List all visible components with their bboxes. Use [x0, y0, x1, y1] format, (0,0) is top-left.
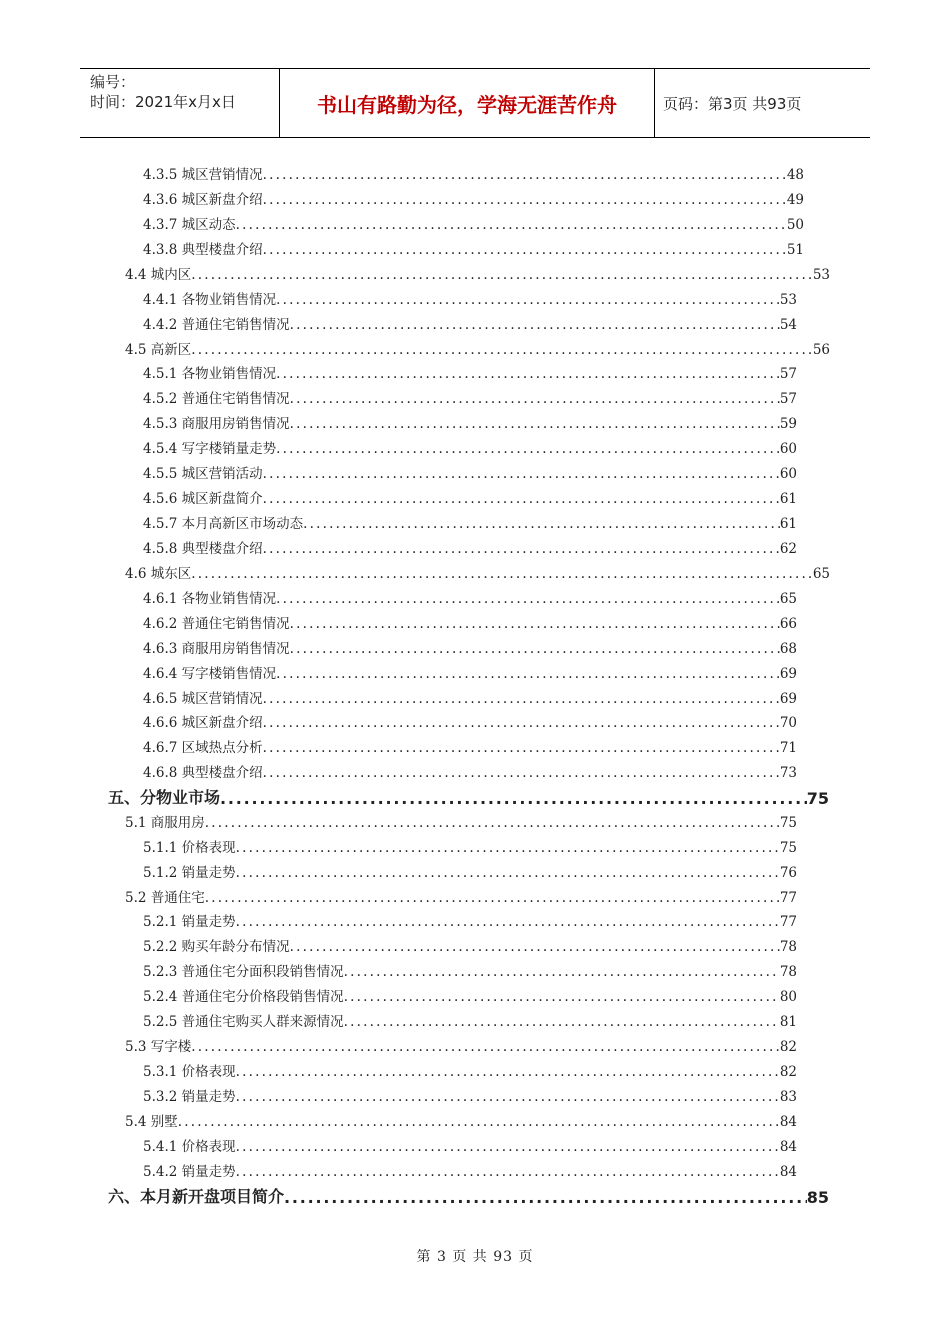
- toc-entry-page: 75: [779, 815, 797, 831]
- toc-leader-dots: [263, 491, 780, 507]
- toc-leader-dots: [263, 740, 780, 756]
- toc-entry-page: 82: [779, 1039, 797, 1055]
- toc-entry-page: 57: [779, 391, 797, 407]
- toc-entry-page: 78: [779, 964, 797, 980]
- toc-entry-title: 5.2.3 普通住宅分面积段销售情况: [143, 964, 344, 980]
- toc-entry-page: 56: [812, 342, 830, 358]
- toc-entry-title: 4.6.4 写字楼销售情况: [143, 666, 277, 682]
- toc-entry[interactable]: [143, 1083, 797, 1105]
- toc-entry-page: 69: [779, 691, 797, 707]
- toc-entry[interactable]: [143, 161, 804, 183]
- toc-entry[interactable]: [125, 809, 797, 831]
- toc-leader-dots: [290, 391, 780, 407]
- toc-entry[interactable]: [143, 211, 804, 233]
- toc-entry[interactable]: [143, 610, 797, 632]
- toc-entry-page: 75: [806, 789, 829, 808]
- toc-entry-title: 4.5.6 城区新盘简介: [143, 491, 263, 507]
- toc-entry-page: 60: [779, 466, 797, 482]
- toc-entry-title: 5.3.1 价格表现: [143, 1064, 236, 1080]
- toc-leader-dots: [236, 1064, 780, 1080]
- toc-entry-page: 54: [779, 317, 797, 333]
- toc-leader-dots: [290, 317, 780, 333]
- toc-entry[interactable]: [143, 1058, 797, 1080]
- toc-entry-title: 4.5.5 城区营销活动: [143, 466, 263, 482]
- toc-entry-page: 84: [779, 1114, 797, 1130]
- header-page-number: 页码：第3页 共93页: [663, 94, 802, 113]
- toc-entry-title: 4.6.5 城区营销情况: [143, 691, 263, 707]
- toc-entry-title: 4.3.5 城区营销情况: [143, 167, 263, 183]
- toc-entry-page: 61: [779, 516, 797, 532]
- document-date: 时间：2021年x月x日: [90, 93, 236, 111]
- toc-entry-page: 61: [779, 491, 797, 507]
- page-header: [80, 68, 870, 138]
- toc-entry[interactable]: [143, 834, 797, 856]
- toc-entry-page: 57: [779, 366, 797, 382]
- toc-entry[interactable]: [143, 236, 804, 258]
- toc-leader-dots: [236, 865, 780, 881]
- toc-leader-dots: [276, 666, 780, 682]
- toc-entry[interactable]: [143, 510, 797, 532]
- toc-entry-page: 76: [779, 865, 797, 881]
- toc-entry-page: 59: [779, 416, 797, 432]
- toc-leader-dots: [191, 267, 813, 283]
- toc-leader-dots: [236, 217, 787, 233]
- toc-entry-title: 5.1.1 价格表现: [143, 840, 236, 856]
- toc-entry[interactable]: [143, 435, 797, 457]
- toc-entry-page: 78: [779, 939, 797, 955]
- header-motto: 书山有路勤为径，学海无涯苦作舟: [280, 69, 655, 137]
- toc-entry[interactable]: [143, 1008, 797, 1030]
- toc-entry-title: 4.6.7 区域热点分析: [143, 740, 263, 756]
- toc-entry-page: 68: [779, 641, 797, 657]
- toc-leader-dots: [276, 292, 780, 308]
- toc-entry-page: 73: [779, 765, 797, 781]
- toc-entry-title: 5.1 商服用房: [125, 815, 205, 831]
- toc-entry[interactable]: [143, 485, 797, 507]
- header-left-cell: [80, 69, 280, 137]
- toc-entry-page: 65: [779, 591, 797, 607]
- toc-leader-dots: [290, 616, 780, 632]
- toc-entry-title: 4.3.7 城区动态: [143, 217, 236, 233]
- toc-leader-dots: [178, 1114, 780, 1130]
- toc-entry[interactable]: [108, 784, 829, 808]
- toc-leader-dots: [191, 566, 813, 582]
- toc-entry-page: 84: [779, 1164, 797, 1180]
- toc-leader-dots: [263, 765, 780, 781]
- toc-leader-dots: [263, 691, 780, 707]
- toc-entry-title: 4.4 城内区: [125, 267, 192, 283]
- toc-entry-page: 81: [779, 1014, 797, 1030]
- toc-leader-dots: [290, 641, 780, 657]
- toc-entry[interactable]: [143, 535, 797, 557]
- toc-entry[interactable]: [125, 560, 830, 582]
- toc-leader-dots: [344, 1014, 780, 1030]
- toc-entry-title: 5.3 写字楼: [125, 1039, 192, 1055]
- toc-entry[interactable]: [143, 460, 797, 482]
- toc-entry-title: 5.3.2 销量走势: [143, 1089, 236, 1105]
- toc-entry-title: 5.4 别墅: [125, 1114, 178, 1130]
- toc-entry-title: 5.4.2 销量走势: [143, 1164, 236, 1180]
- toc-entry[interactable]: [143, 983, 797, 1005]
- toc-leader-dots: [263, 541, 780, 557]
- toc-entry[interactable]: [125, 1108, 797, 1130]
- toc-leader-dots: [236, 840, 780, 856]
- toc-entry-title: 5.2 普通住宅: [125, 890, 205, 906]
- toc-leader-dots: [263, 167, 787, 183]
- toc-entry-page: 53: [779, 292, 797, 308]
- toc-leader-dots: [344, 964, 780, 980]
- toc-leader-dots: [236, 1089, 780, 1105]
- toc-entry-title: 五、分物业市场: [108, 788, 221, 807]
- toc-entry-title: 4.3.6 城区新盘介绍: [143, 192, 263, 208]
- toc-entry-title: 4.6.6 城区新盘介绍: [143, 715, 263, 731]
- toc-entry-title: 4.5.2 普通住宅销售情况: [143, 391, 290, 407]
- toc-entry[interactable]: [125, 884, 797, 906]
- toc-entry[interactable]: [143, 709, 797, 731]
- toc-entry[interactable]: [108, 1183, 829, 1207]
- toc-entry-title: 5.2.5 普通住宅购买人群来源情况: [143, 1014, 344, 1030]
- toc-leader-dots: [263, 192, 787, 208]
- toc-entry[interactable]: [143, 958, 797, 980]
- toc-entry-page: 60: [779, 441, 797, 457]
- toc-leader-dots: [290, 939, 780, 955]
- toc-entry-page: 71: [779, 740, 797, 756]
- toc-entry-title: 5.2.2 购买年龄分布情况: [143, 939, 290, 955]
- toc-entry-title: 5.1.2 销量走势: [143, 865, 236, 881]
- toc-entry-page: 50: [786, 217, 804, 233]
- toc-entry[interactable]: [143, 685, 797, 707]
- toc-entry-title: 六、本月新开盘项目简介: [108, 1187, 285, 1206]
- toc-entry-title: 4.6.3 商服用房销售情况: [143, 641, 290, 657]
- toc-leader-dots: [276, 591, 780, 607]
- toc-entry-title: 4.4.2 普通住宅销售情况: [143, 317, 290, 333]
- toc-entry[interactable]: [143, 933, 797, 955]
- toc-entry[interactable]: [143, 286, 797, 308]
- toc-entry[interactable]: [143, 908, 797, 930]
- toc-entry-title: 4.6.2 普通住宅销售情况: [143, 616, 290, 632]
- toc-entry-page: 82: [779, 1064, 797, 1080]
- toc-entry-title: 5.2.4 普通住宅分价格段销售情况: [143, 989, 344, 1005]
- toc-entry-page: 70: [779, 715, 797, 731]
- toc-leader-dots: [205, 815, 780, 831]
- toc-entry[interactable]: [143, 1133, 797, 1155]
- toc-entry-page: 62: [779, 541, 797, 557]
- toc-leader-dots: [284, 1188, 807, 1207]
- toc-leader-dots: [263, 242, 787, 258]
- toc-leader-dots: [290, 416, 780, 432]
- toc-entry[interactable]: [143, 635, 797, 657]
- toc-entry-title: 4.6.8 典型楼盘介绍: [143, 765, 263, 781]
- toc-entry-page: 53: [812, 267, 830, 283]
- toc-leader-dots: [236, 1139, 780, 1155]
- toc-entry-page: 66: [779, 616, 797, 632]
- toc-leader-dots: [263, 715, 780, 731]
- toc-entry[interactable]: [143, 660, 797, 682]
- toc-entry[interactable]: [125, 336, 830, 358]
- toc-leader-dots: [236, 1164, 780, 1180]
- toc-entry[interactable]: [143, 385, 797, 407]
- toc-leader-dots: [236, 914, 780, 930]
- toc-entry-title: 4.4.1 各物业销售情况: [143, 292, 277, 308]
- toc-entry[interactable]: [143, 759, 797, 781]
- toc-entry-title: 5.2.1 销量走势: [143, 914, 236, 930]
- toc-leader-dots: [276, 366, 780, 382]
- toc-leader-dots: [344, 989, 780, 1005]
- toc-entry-page: 83: [779, 1089, 797, 1105]
- toc-entry[interactable]: [125, 1033, 797, 1055]
- toc-entry-page: 84: [779, 1139, 797, 1155]
- toc-entry[interactable]: [125, 261, 830, 283]
- toc-entry[interactable]: [143, 1158, 797, 1180]
- toc-entry-page: 75: [779, 840, 797, 856]
- toc-entry-page: 48: [786, 167, 804, 183]
- toc-entry-title: 4.3.8 典型楼盘介绍: [143, 242, 263, 258]
- toc-entry-title: 4.5.1 各物业销售情况: [143, 366, 277, 382]
- toc-entry-title: 4.6.1 各物业销售情况: [143, 591, 277, 607]
- toc-entry-title: 4.5.7 本月高新区市场动态: [143, 516, 304, 532]
- document-number-label: 编号：: [90, 73, 136, 91]
- toc-entry-page: 77: [779, 914, 797, 930]
- toc-entry-page: 77: [779, 890, 797, 906]
- toc-entry[interactable]: [143, 311, 797, 333]
- toc-entry-title: 4.5.8 典型楼盘介绍: [143, 541, 263, 557]
- toc-leader-dots: [263, 466, 780, 482]
- toc-entry[interactable]: [143, 859, 797, 881]
- toc-entry[interactable]: [143, 186, 804, 208]
- toc-leader-dots: [220, 789, 807, 808]
- toc-entry-title: 5.4.1 价格表现: [143, 1139, 236, 1155]
- page-footer: 第 3 页 共 93 页: [416, 1249, 534, 1265]
- toc-entry-page: 80: [779, 989, 797, 1005]
- toc-entry-page: 65: [812, 566, 830, 582]
- toc-leader-dots: [303, 516, 780, 532]
- toc-leader-dots: [191, 1039, 780, 1055]
- toc-leader-dots: [276, 441, 780, 457]
- toc-leader-dots: [191, 342, 813, 358]
- toc-entry-title: 4.5 高新区: [125, 342, 192, 358]
- toc-entry[interactable]: [143, 585, 797, 607]
- toc-entry-page: 85: [806, 1188, 829, 1207]
- toc-entry-page: 49: [786, 192, 804, 208]
- toc-entry[interactable]: [143, 360, 797, 382]
- toc-entry-page: 51: [786, 242, 804, 258]
- toc-entry[interactable]: [143, 734, 797, 756]
- toc-entry-title: 4.5.4 写字楼销量走势: [143, 441, 277, 457]
- toc-leader-dots: [205, 890, 780, 906]
- toc-entry-title: 4.5.3 商服用房销售情况: [143, 416, 290, 432]
- toc-entry-page: 69: [779, 666, 797, 682]
- toc-entry-title: 4.6 城东区: [125, 566, 192, 582]
- toc-entry[interactable]: [143, 410, 797, 432]
